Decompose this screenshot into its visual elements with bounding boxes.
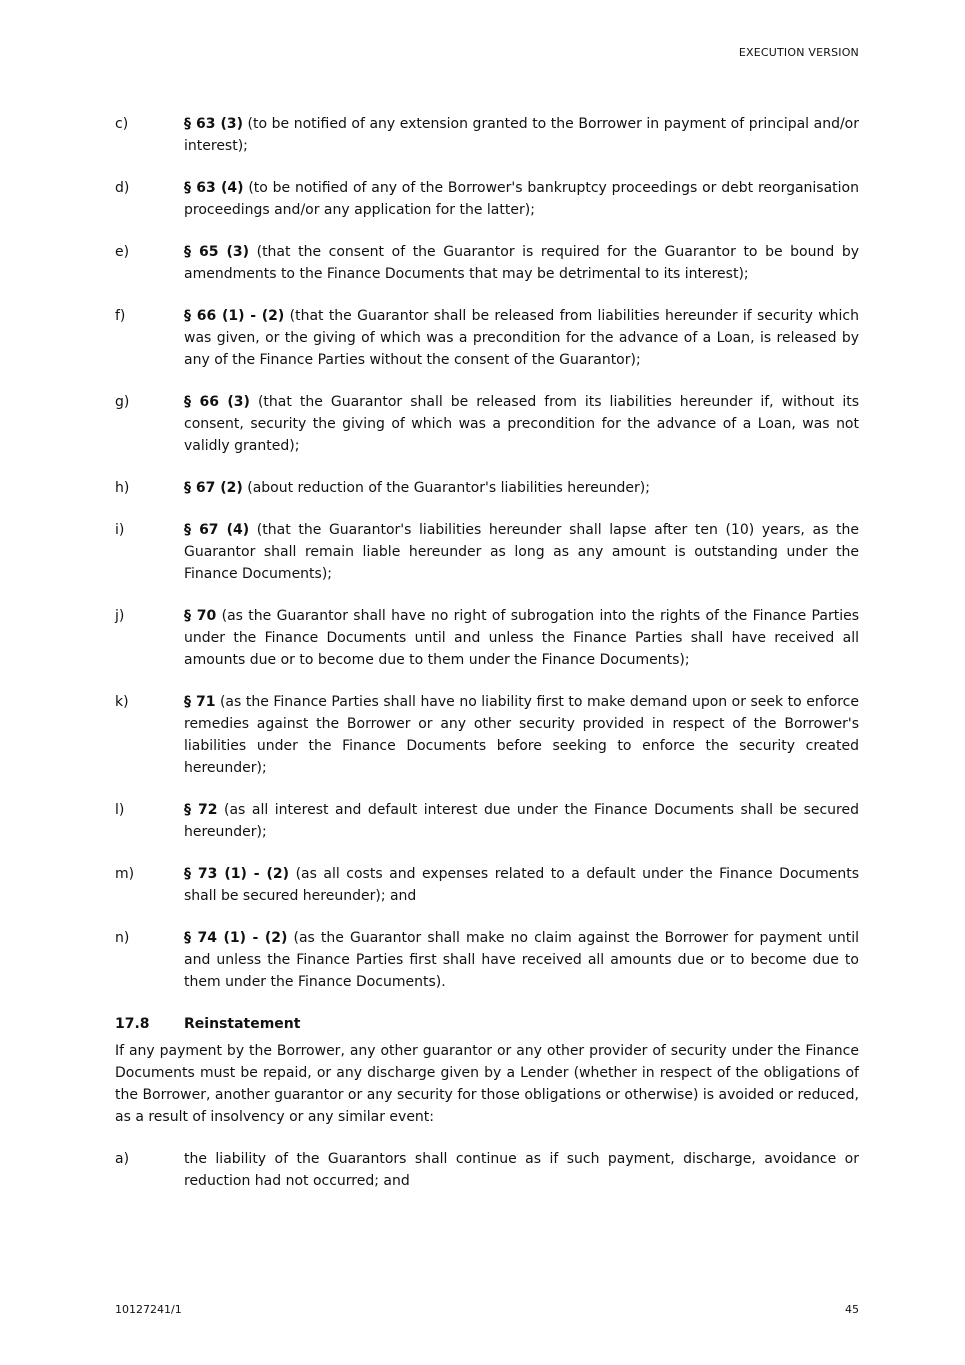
item-text [184, 927, 859, 993]
section-reference: § 67 (2) [184, 480, 243, 496]
item-label: j) [115, 608, 125, 624]
list-item [115, 177, 859, 221]
section-reference: § 72 [184, 802, 218, 818]
list-item [115, 519, 859, 585]
item-text [184, 799, 859, 843]
item-body: (that the Guarantor shall be released from its liabilities hereunder if, without its consent, security the giving of which was a precondition for the advance of a Loan, was not validly granted); [184, 394, 859, 454]
list-item [115, 1148, 859, 1192]
list-item [115, 113, 859, 157]
section-reference: § 63 (4) [184, 180, 244, 196]
section-reference: § 71 [184, 694, 216, 710]
item-body: (as all interest and default interest due under the Finance Documents shall be secured hereunder); [184, 802, 859, 840]
item-body: (as all costs and expenses related to a default under the Finance Documents shall be secured hereunder); and [184, 866, 859, 904]
section-paragraph: If any payment by the Borrower, any other guarantor or any other provider of security under the Finance Documents must be repaid, or any discharge given by a Lender (whether in respect of the obligations of the Borrower, another guarantor or any security for those obligations or otherwise) is avoided or reduced, as a result of insolvency or any similar event: [115, 1043, 859, 1125]
section-reference: § 65 (3) [184, 244, 250, 260]
list-item [115, 305, 859, 371]
item-body: (about reduction of the Guarantor's liabilities hereunder); [242, 480, 650, 496]
item-label: f) [115, 308, 126, 324]
item-label: i) [115, 522, 125, 538]
item-label: l) [115, 802, 125, 818]
list-item [115, 863, 859, 907]
page-number: 45 [845, 1303, 859, 1316]
section-reference: § 74 (1) - (2) [184, 930, 288, 946]
item-text [184, 391, 859, 457]
item-text [184, 519, 859, 585]
section-reference: § 73 (1) - (2) [184, 866, 290, 882]
footer-doc-id: 10127241/1 [115, 1303, 182, 1316]
list-item [115, 391, 859, 457]
item-body: (to be notified of any of the Borrower's bankruptcy proceedings or debt reorganisation proceedings and/or any application for the latter); [184, 180, 859, 218]
item-label: k) [115, 694, 129, 710]
document-body [115, 113, 859, 1212]
list-item [115, 605, 859, 671]
section-reference: § 63 (3) [184, 116, 243, 132]
item-body: (as the Guarantor shall make no claim against the Borrower for payment until and unless the Finance Parties first shall have received all amounts due or to become due to them under the Finance Documents). [184, 930, 859, 990]
item-text [184, 241, 859, 285]
item-label: d) [115, 180, 130, 196]
section-number: 17.8 [115, 1016, 150, 1032]
item-label: a) [115, 1151, 130, 1167]
item-label: h) [115, 480, 130, 496]
item-text [184, 863, 859, 907]
section-heading [115, 1013, 859, 1035]
section-reference: § 67 (4) [184, 522, 250, 538]
item-body: (that the consent of the Guarantor is required for the Guarantor to be bound by amendments to the Finance Documents that may be detrimental to its interest); [184, 244, 859, 282]
item-body: (as the Finance Parties shall have no liability first to make demand upon or seek to enforce remedies against the Borrower or any other security provided in respect of the Borrower's liabilities under the Finance Documents before seeking to enforce the security created hereunder); [184, 694, 859, 776]
item-label: e) [115, 244, 130, 260]
section-title: Reinstatement [184, 1016, 301, 1032]
item-label: m) [115, 866, 135, 882]
header-version: EXECUTION VERSION [738, 46, 859, 59]
item-text [184, 691, 859, 779]
list-item [115, 691, 859, 779]
list-item [115, 477, 859, 499]
list-item [115, 799, 859, 843]
list-item [115, 927, 859, 993]
item-label: n) [115, 930, 130, 946]
item-body: (that the Guarantor shall be released from liabilities hereunder if security which was given, or the giving of which was a precondition for the advance of a Loan, is released by any of the Finance Parties without the consent of the Guarantor); [184, 308, 859, 368]
item-text: the liability of the Guarantors shall continue as if such payment, discharge, avoidance or reduction had not occurred; and [184, 1151, 859, 1189]
item-text [184, 477, 859, 499]
item-body: (that the Guarantor's liabilities hereunder shall lapse after ten (10) years, as the Guarantor shall remain liable hereunder as long as any amount is outstanding under the Finance Documents); [184, 522, 859, 582]
item-label: g) [115, 394, 130, 410]
item-text [184, 113, 859, 157]
item-text [184, 605, 859, 671]
item-body: (as the Guarantor shall have no right of subrogation into the rights of the Finance Parties under the Finance Documents until and unless the Finance Parties shall have received all amounts due or to become due to them under the Finance Documents); [184, 608, 859, 668]
section-reference: § 66 (3) [184, 394, 250, 410]
section-reference: § 66 (1) - (2) [184, 308, 285, 324]
item-text [184, 177, 859, 221]
item-text [184, 305, 859, 371]
item-body: (to be notified of any extension granted to the Borrower in payment of principal and/or interest); [184, 116, 859, 154]
section-reference: § 70 [184, 608, 217, 624]
list-item [115, 241, 859, 285]
item-label: c) [115, 116, 129, 132]
